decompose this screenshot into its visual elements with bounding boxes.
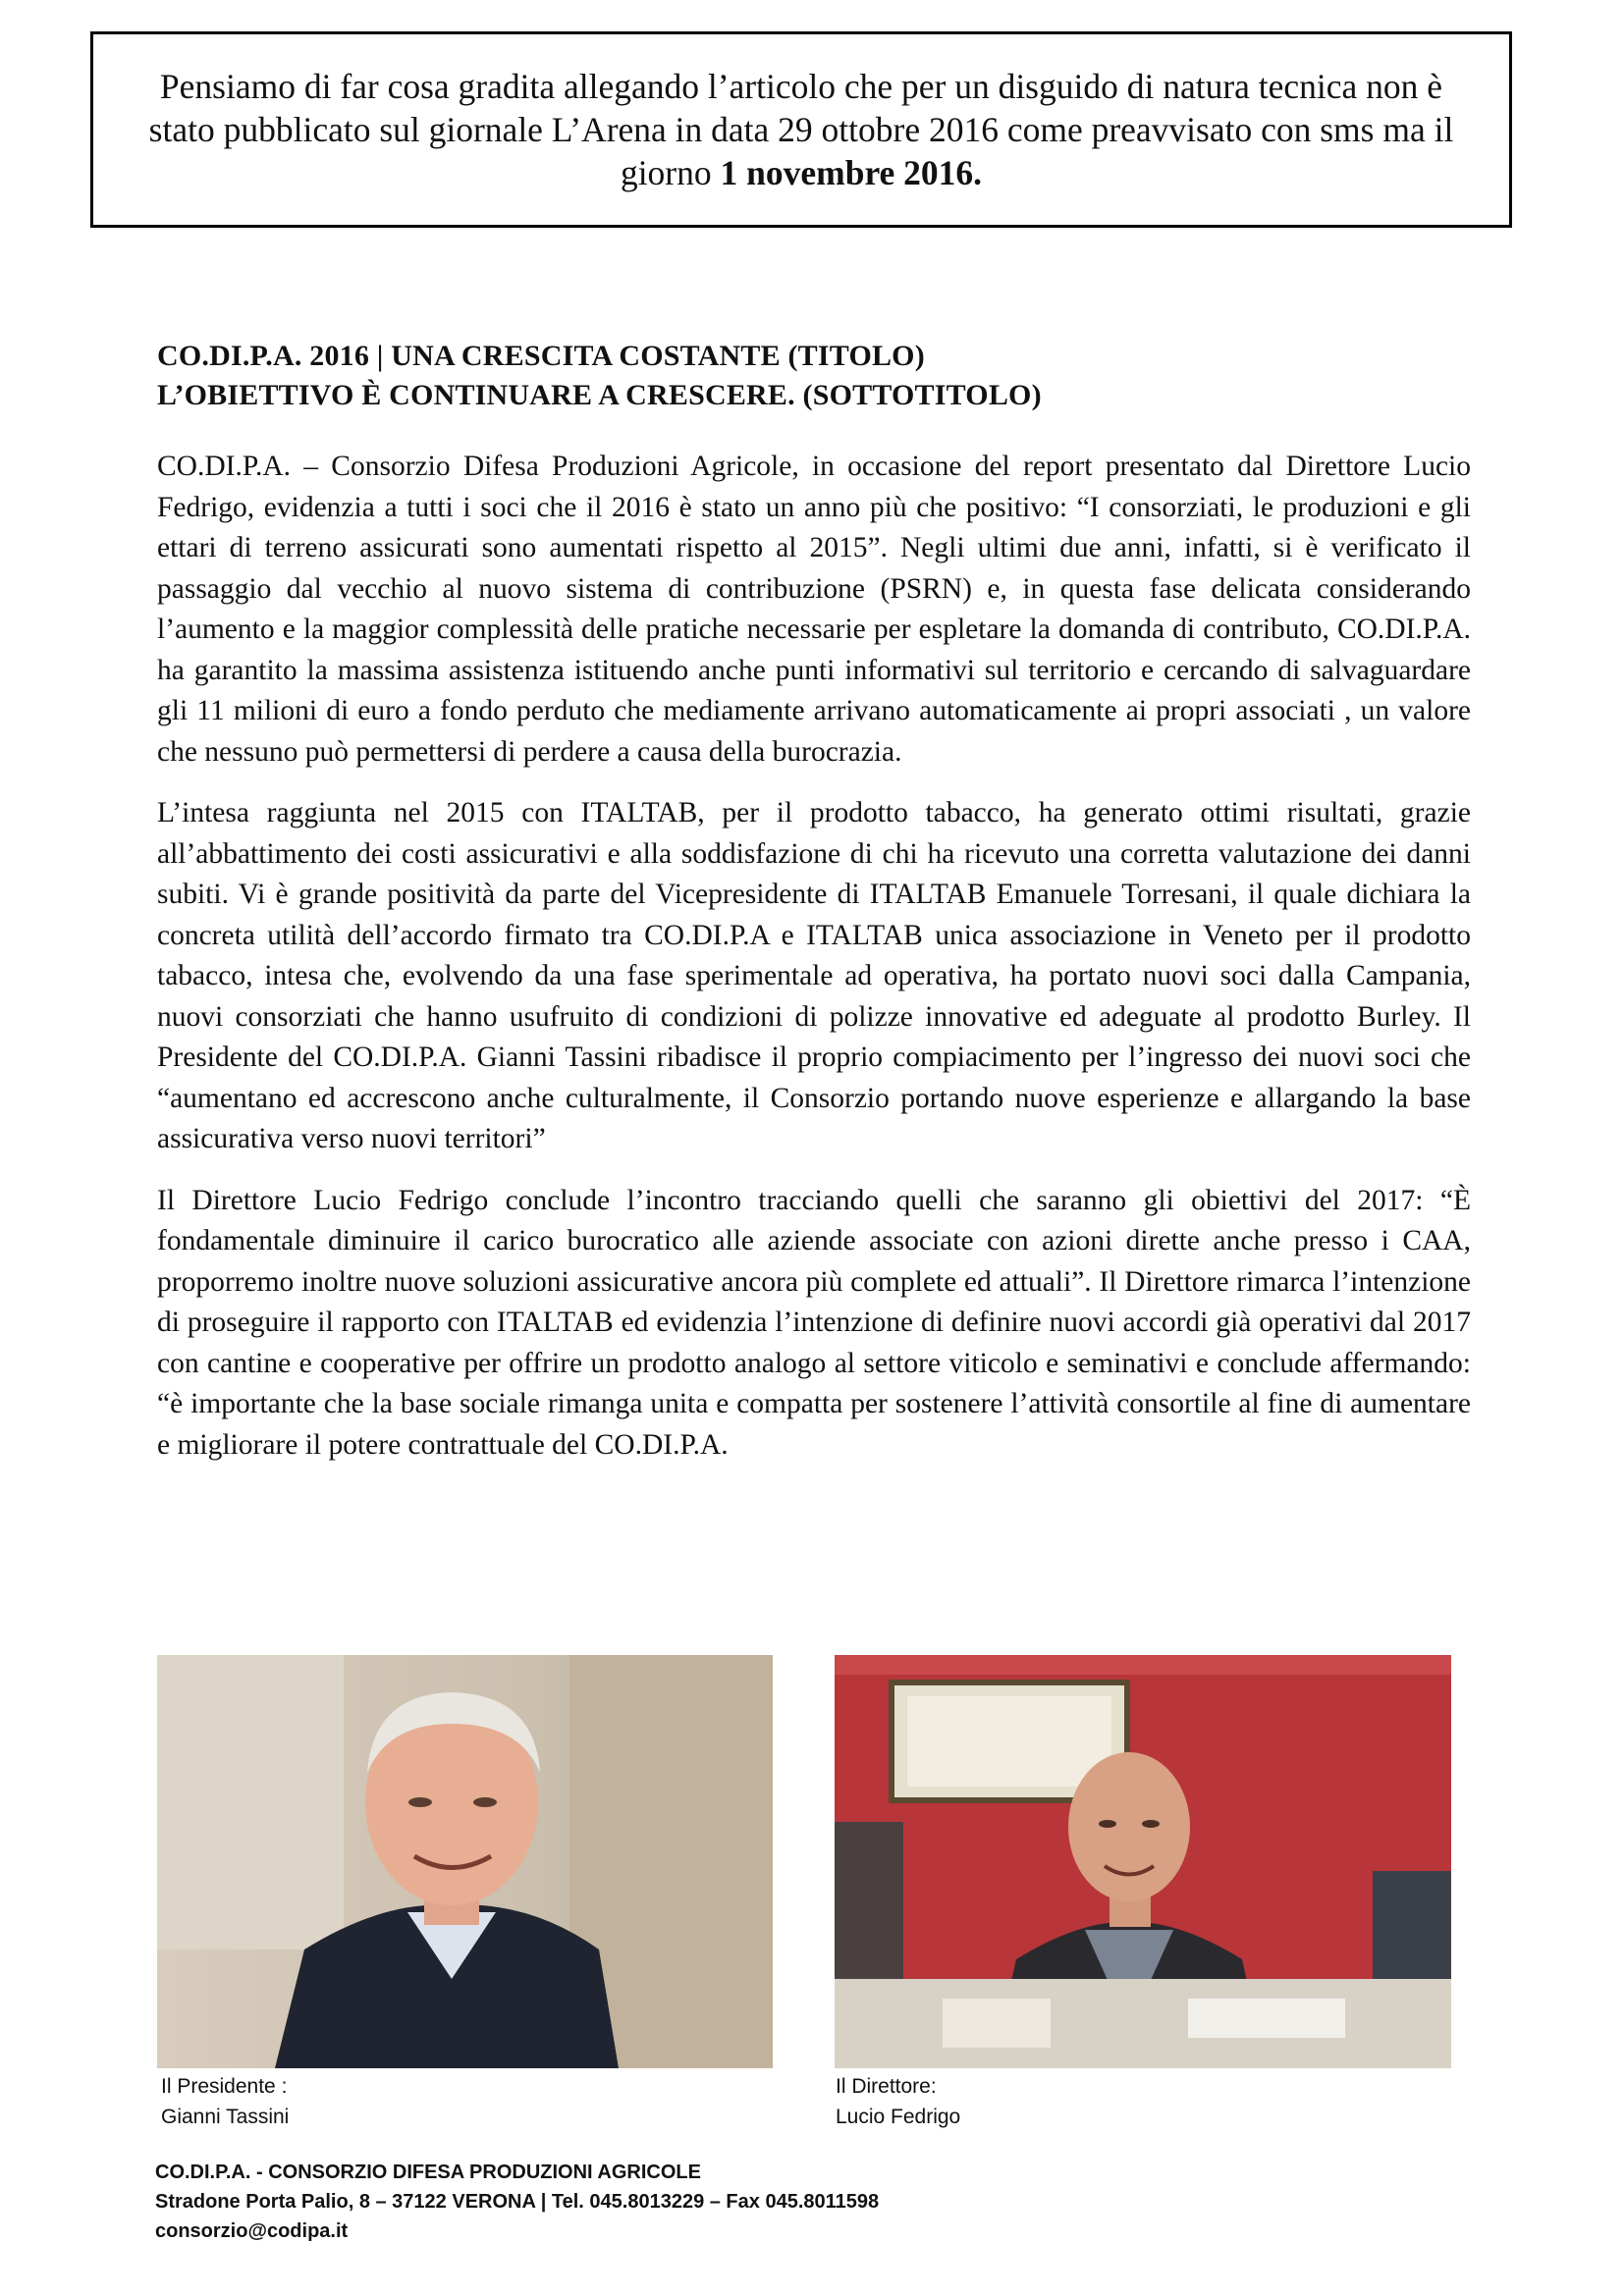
footer (155, 2158, 879, 2246)
article-paragraph: L’intesa raggiunta nel 2015 con ITALTAB, per il prodotto tabacco, ha generato ottimi risultati, grazie all’abbattimento dei costi assicurativi e alla soddisfazione di chi ha ricevuto una corretta valutazione dei danni subiti. Vi è grande positività da parte del Vicepresidente di ITALTAB Emanuele Torresani, il quale dichiara la concreta utilità dell’accordo firmato tra CO.DI.P.A e ITALTAB unica associazione in Veneto per il prodotto tabacco, intesa che, evolvendo da una fase sperimentale ad operativa, ha portato nuovi soci dalla Campania, nuovi consorziati che hanno usufruito di condizioni di polizze innovative ed adeguate al prodotto Burley. Il Presidente del CO.DI.P.A. Gianni Tassini ribadisce il proprio compiacimento per l’ingresso dei nuovi soci che “aumentano ed accrescono anche culturalmente, il Consorzio portando nuove esperienze e allargando la base assicurativa verso nuovi territori” (157, 797, 1471, 1154)
director-caption (836, 2071, 960, 2132)
article-body (157, 447, 1471, 1486)
footer-address: Stradone Porta Palio, 8 – 37122 VERONA | Tel. 045.8013229 – Fax 045.8011598 (155, 2191, 880, 2213)
notice-text (133, 65, 1470, 194)
article-paragraph: Il Direttore Lucio Fedrigo conclude l’incontro tracciando quelli che saranno gli obiettivi del 2017: “È fondamentale diminuire il carico burocratico alle aziende associate con azioni dirette anche presso i CAA, proporremo inoltre nuove soluzioni assicurative ancora più complete ed attuali”. Il Direttore rimarca l’intenzione di proseguire il rapporto con ITALTAB ed evidenzia l’intenzione di definire nuovi accordi già operativi dal 2017 con cantine e cooperative per offrire un prodotto analogo al settore viticolo e seminativi e conclude affermando: “è importante che la base sociale rimanga unita e compatta per sostenere l’attività consortile al fine di aumentare e migliorare il potere contrattuale del CO.DI.P.A. (157, 1184, 1471, 1461)
director-caption-name: Lucio Fedrigo (836, 2106, 961, 2128)
notice-box (90, 31, 1512, 228)
article-title: CO.DI.P.A. 2016 | UNA CRESCITA COSTANTE (TITOLO) (157, 340, 925, 372)
president-caption (161, 2071, 289, 2132)
notice-text-body: Pensiamo di far cosa gradita allegando l’articolo che per un disguido di natura tecnica non è stato pubblicato sul giornale L’Arena in data 29 ottobre 2016 come preavvisato con sms ma il giorno (148, 67, 1454, 192)
notice-date: 1 novembre 2016. (720, 153, 983, 192)
article-heading (157, 337, 1473, 415)
footer-email: consorzio@codipa.it (155, 2220, 349, 2242)
president-photo (157, 1655, 773, 2068)
president-caption-name: Gianni Tassini (161, 2106, 290, 2128)
footer-organization: CO.DI.P.A. - CONSORZIO DIFESA PRODUZIONI AGRICOLE (155, 2162, 701, 2183)
director-photo (835, 1655, 1451, 2068)
president-caption-role: Il Presidente : (161, 2075, 288, 2098)
director-caption-role: Il Direttore: (836, 2075, 937, 2098)
article-paragraph: CO.DI.P.A. – Consorzio Difesa Produzioni Agricole, in occasione del report presentato dal Direttore Lucio Fedrigo, evidenzia a tutti i soci che il 2016 è stato un anno più che positivo: “I consorziati, le produzioni e gli ettari di terreno assicurati sono aumentati rispetto al 2015”. Negli ultimi due anni, infatti, si è verificato il passaggio dal vecchio al nuovo sistema di contribuzione (PSRN) e, in questa fase delicata considerando l’aumento e la maggior complessità delle pratiche necessarie per espletare la domanda di contributo, CO.DI.P.A. ha garantito la massima assistenza istituendo anche punti informativi sul territorio e cercando di salvaguardare gli 11 milioni di euro a fondo perduto che mediamente arrivano automaticamente ai propri associati , un valore che nessuno può permettersi di perdere a causa della burocrazia. (157, 451, 1471, 768)
article-subtitle: L’OBIETTIVO È CONTINUARE A CRESCERE. (SOTTOTITOLO) (157, 379, 1042, 411)
